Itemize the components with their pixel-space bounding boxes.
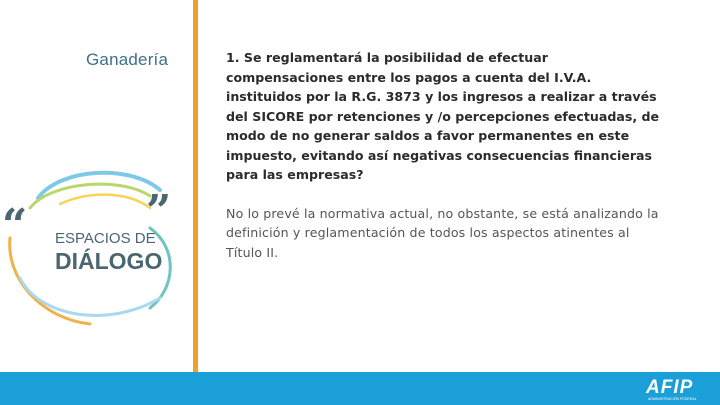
qa-content bbox=[226, 48, 662, 262]
logo-line1: ESPACIOS DE bbox=[55, 230, 156, 247]
afip-logo-tagline: ADMINISTRACIÓN FEDERAL bbox=[648, 397, 697, 401]
logo-quote-close: ” bbox=[146, 186, 172, 237]
logo-quote-open: “ bbox=[2, 200, 28, 251]
espacios-de-dialogo-logo bbox=[0, 168, 190, 328]
logo-arc-lightblue bbox=[20, 278, 160, 315]
afip-logo-text: AFIP bbox=[646, 377, 694, 398]
logo-line2: DIÁLOGO bbox=[55, 248, 163, 274]
question-text: 1. Se reglamentará la posibilidad de efectuar compensaciones entre los pagos a cuenta del I.V.A. instituidos por la R.G. 3873 y los ingresos a realizar a través del SICORE por retenciones y /o percepciones efectuadas, de modo de no generar saldos a favor permanentes en este impuesto, evitando así negativas consecuencias financieras para las empresas? bbox=[226, 50, 660, 182]
logo-arc-yellow bbox=[60, 195, 150, 208]
afip-logo bbox=[644, 375, 708, 402]
category-title: Ganadería bbox=[86, 50, 169, 69]
orange-divider bbox=[193, 0, 198, 372]
footer-bar bbox=[0, 372, 720, 405]
answer-text: No lo prevé la normativa actual, no obstante, se está analizando la definición y reglamentación de todos los aspectos atinentes al Título II. bbox=[226, 205, 659, 260]
